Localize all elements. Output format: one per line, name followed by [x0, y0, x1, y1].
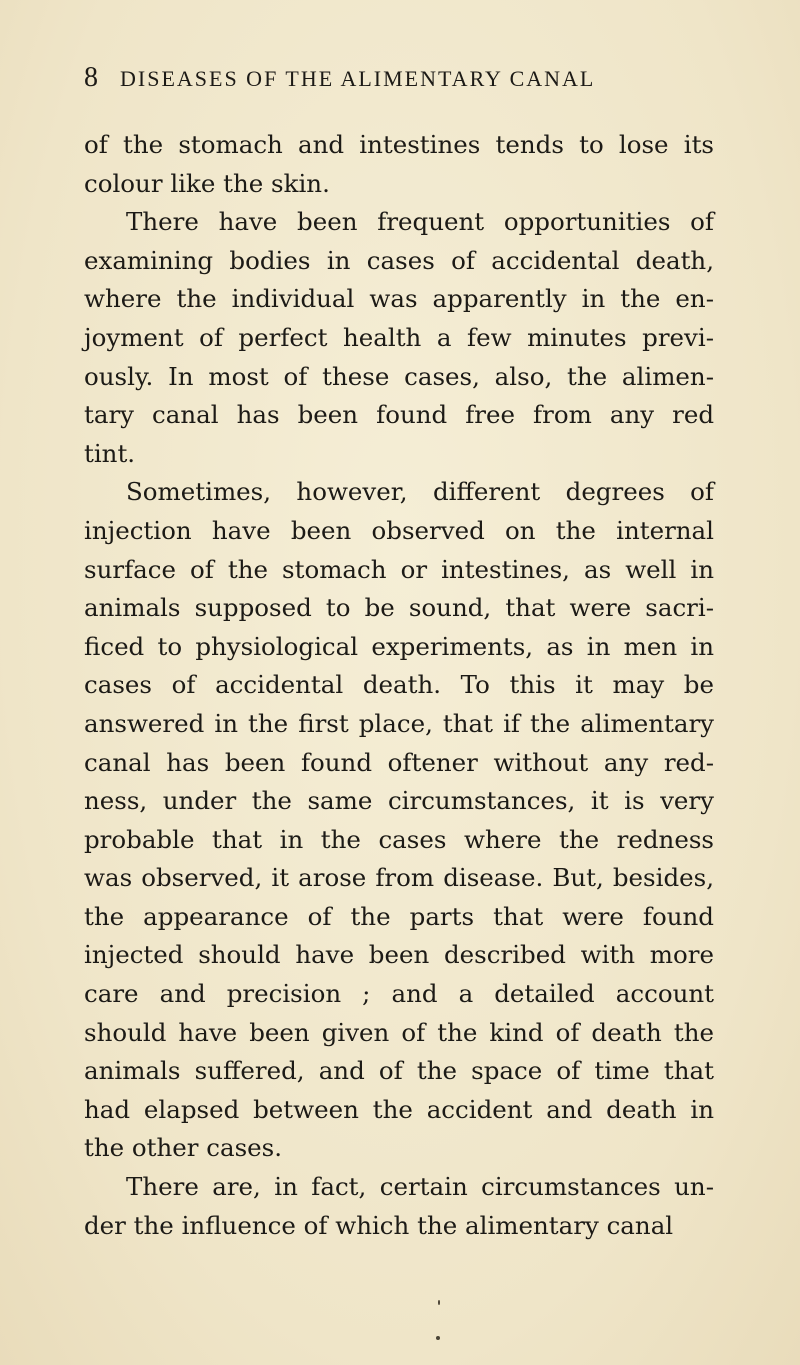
- text-line: injected should have been described with more: [84, 940, 714, 970]
- paragraph-start-line: There have been frequent opportunities of: [126, 207, 714, 237]
- text-line: the other cases.: [84, 1133, 283, 1163]
- text-line: probable that in the cases where the redness: [84, 824, 714, 854]
- text-line: canal has been found oftener without any red-: [84, 747, 714, 777]
- ink-speck: [436, 1336, 440, 1340]
- text-line: surface of the stomach or intestines, as well in: [84, 554, 714, 584]
- text-line: injection have been observed on the internal: [84, 515, 714, 545]
- text-line: examining bodies in cases of accidental death,: [84, 245, 714, 275]
- paper-specks: [430, 1300, 450, 1350]
- ink-speck: [438, 1300, 440, 1305]
- body-text: [84, 126, 714, 1245]
- text-line: joyment of perfect health a few minutes previ-: [84, 322, 714, 352]
- running-title: DISEASES OF THE ALIMENTARY CANAL: [120, 66, 596, 91]
- page-number: 8: [84, 62, 98, 93]
- text-line: ficed to physiological experiments, as in men in: [84, 631, 714, 661]
- text-line: where the individual was apparently in the en-: [84, 284, 714, 314]
- text-line: ness, under the same circumstances, it is very: [84, 786, 714, 816]
- text-line: care and precision ; and a detailed account: [84, 979, 714, 1009]
- text-line: tary canal has been found free from any red: [84, 400, 714, 430]
- text-line: animals suffered, and of the space of time that: [84, 1056, 714, 1086]
- text-line: colour like the skin.: [84, 168, 330, 198]
- text-line: of the stomach and intestines tends to lose its: [84, 130, 714, 159]
- text-line: had elapsed between the accident and death in: [84, 1094, 714, 1124]
- text-line: cases of accidental death. To this it may be: [84, 670, 714, 700]
- text-line: should have been given of the kind of death the: [84, 1017, 714, 1047]
- running-head: [84, 62, 644, 102]
- text-line: the appearance of the parts that were found: [84, 901, 714, 931]
- text-line: was observed, it arose from disease. But, besides,: [84, 863, 714, 893]
- text-line: ously. In most of these cases, also, the alimen-: [84, 361, 714, 391]
- paragraph-start-line: There are, in fact, certain circumstances un-: [126, 1172, 714, 1202]
- text-line: animals supposed to be sound, that were sacri-: [84, 593, 714, 623]
- text-line: answered in the first place, that if the alimentary: [84, 708, 714, 738]
- text-line: der the influence of which the alimentary canal: [84, 1210, 674, 1240]
- paragraph-start-line: Sometimes, however, different degrees of: [126, 477, 714, 507]
- text-line: tint.: [84, 438, 136, 468]
